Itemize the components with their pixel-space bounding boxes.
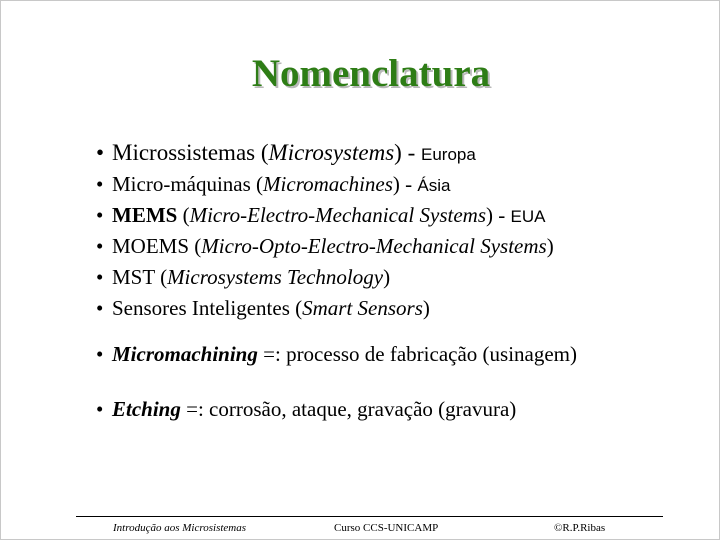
bullet-term: Sensores Inteligentes bbox=[112, 296, 290, 320]
definition-operator: =: bbox=[180, 397, 210, 421]
definition-meaning: processo de fabricação (usinagem) bbox=[286, 342, 578, 366]
bullet-icon: • bbox=[96, 140, 105, 165]
bullet-icon: • bbox=[96, 203, 104, 227]
bullet-separator: - bbox=[493, 203, 511, 227]
bullet-english: Micro-Opto-Electro-Mechanical Systems bbox=[201, 234, 547, 258]
bullet-icon: • bbox=[96, 172, 104, 196]
bullet-separator: - bbox=[401, 140, 421, 165]
bullet-icon: • bbox=[96, 265, 104, 289]
nomenclature-list bbox=[96, 137, 554, 324]
bullet-term: MEMS bbox=[112, 203, 178, 227]
footer-institution: Curso CCS-UNICAMP bbox=[334, 522, 439, 534]
slide-title: Nomenclatura bbox=[251, 52, 491, 95]
bullet-region: EUA bbox=[510, 207, 546, 226]
definition-operator: =: bbox=[257, 342, 287, 366]
bullet-term: MST bbox=[112, 265, 155, 289]
footer-copyright: ©R.P.Ribas bbox=[554, 522, 606, 534]
bullet-english: Smart Sensors bbox=[302, 296, 423, 320]
bullet-icon: • bbox=[96, 397, 104, 421]
bullet-term: Microssistemas bbox=[112, 140, 256, 165]
definition-etching bbox=[96, 397, 516, 422]
bullet-english: Microsystems bbox=[268, 140, 395, 165]
list-item: • Sensores Inteligentes (Smart Sensors) bbox=[96, 293, 554, 324]
definition-meaning: corrosão, ataque, gravação (gravura) bbox=[209, 397, 517, 421]
bullet-english: Microsystems Technology bbox=[167, 265, 384, 289]
list-item: • Micro-máquinas (Micromachines) - Ásia bbox=[96, 169, 554, 200]
definition-term: Etching bbox=[112, 397, 181, 421]
bullet-separator: - bbox=[399, 172, 418, 196]
list-item: • MOEMS (Micro-Opto-Electro-Mechanical Systems) bbox=[96, 231, 554, 262]
bullet-english: Micro-Electro-Mechanical Systems bbox=[189, 203, 486, 227]
definition-term: Micromachining bbox=[112, 342, 258, 366]
footer-course-title: Introdução aos Microsistemas bbox=[113, 522, 247, 534]
bullet-region: Ásia bbox=[417, 176, 451, 195]
bullet-icon: • bbox=[96, 234, 104, 258]
definition-micromachining bbox=[96, 342, 577, 367]
bullet-term: Micro-máquinas bbox=[112, 172, 251, 196]
footer-divider bbox=[76, 516, 663, 517]
list-item: • MST (Microsystems Technology) bbox=[96, 262, 554, 293]
list-item: • Microssistemas (Microsystems) - Europa bbox=[96, 137, 554, 169]
list-item: • MEMS (Micro-Electro-Mechanical Systems) - EUA bbox=[96, 200, 554, 231]
bullet-term: MOEMS bbox=[112, 234, 190, 258]
bullet-region: Europa bbox=[421, 145, 476, 164]
bullet-icon: • bbox=[96, 296, 104, 320]
bullet-english: Micromachines bbox=[263, 172, 393, 196]
bullet-icon: • bbox=[96, 342, 104, 366]
